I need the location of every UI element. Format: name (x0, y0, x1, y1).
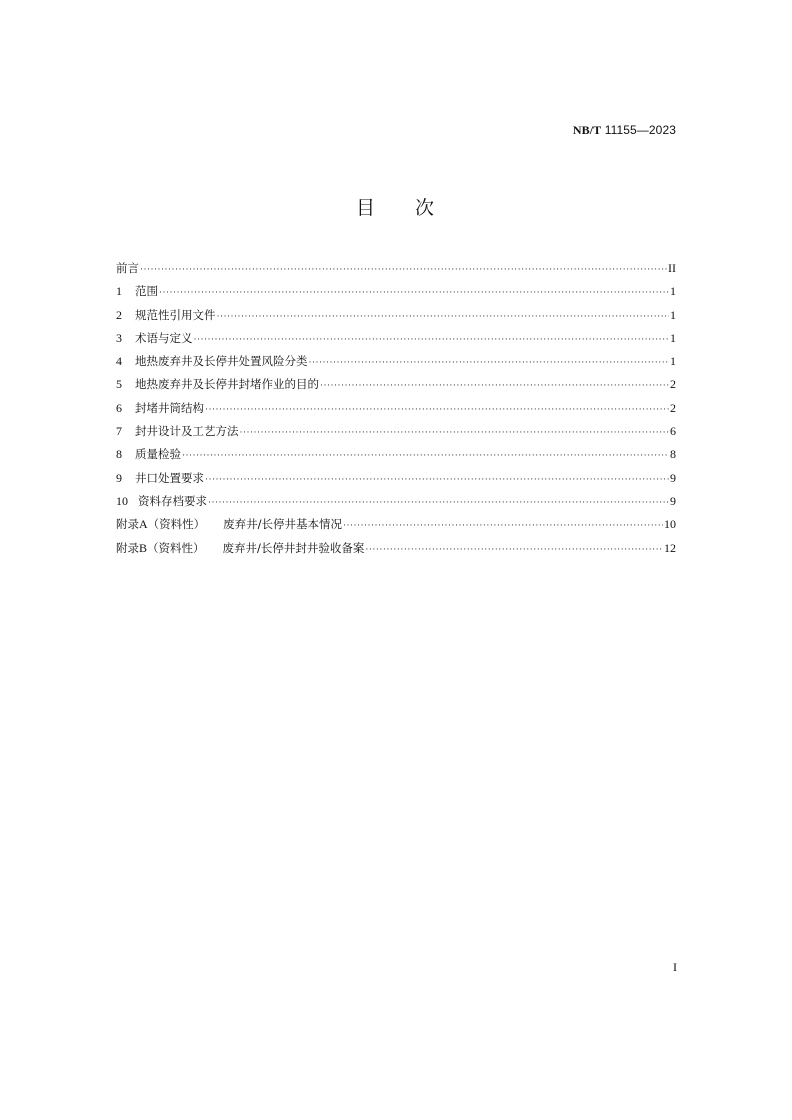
toc-entry-page: 6 (670, 424, 676, 439)
toc-entry-2[interactable] (116, 304, 676, 327)
toc-dot-leader (365, 538, 663, 561)
toc-entry-foreword[interactable] (116, 257, 676, 280)
toc-entry-label: 地热废弃井及长停井处置风险分类 (135, 354, 308, 369)
annex-letter: B (139, 540, 148, 555)
toc-dot-leader (159, 281, 669, 304)
toc-entry-6[interactable] (116, 397, 676, 420)
toc-entry-page: 2 (670, 377, 676, 392)
toc-entry-label: 废弃井/长停井基本情况 (223, 517, 343, 532)
toc-entry-page: 1 (670, 330, 676, 345)
toc-entry-page: 1 (670, 284, 676, 299)
toc-entry-4[interactable] (116, 350, 676, 373)
toc-entry-label: 井口处置要求 (135, 470, 204, 485)
page-title (0, 193, 792, 220)
toc-entry-3[interactable] (116, 327, 676, 350)
toc-annex-heading (116, 537, 364, 560)
standard-number: 11155—2023 (604, 123, 676, 137)
toc-dot-leader (205, 468, 669, 491)
page-number: I (673, 960, 677, 974)
toc-entry-page: 9 (670, 493, 676, 508)
document-header (573, 123, 676, 138)
title-char-1: 目 (355, 197, 377, 219)
title-char-2: 次 (415, 197, 437, 219)
toc-entry-label: 范围 (135, 284, 158, 299)
toc-entry-page: 10 (664, 517, 676, 532)
toc-dot-leader (320, 374, 669, 397)
toc-entry-number: 5 (116, 377, 122, 392)
toc-entry-page: 1 (670, 307, 676, 322)
toc-entry-number: 2 (116, 307, 122, 322)
toc-dot-leader (194, 328, 670, 351)
annex-type: （资料性） (147, 540, 205, 555)
table-of-contents (116, 257, 676, 560)
toc-entry-label: 资料存档要求 (138, 493, 207, 508)
standard-code: NB/T (572, 123, 602, 137)
toc-entry-page: 1 (670, 354, 676, 369)
toc-entry-annex-a[interactable] (116, 513, 676, 536)
toc-entry-label: 废弃井/长停井封井验收备案 (222, 540, 365, 555)
toc-entry-number: 8 (116, 447, 122, 462)
toc-entry-9[interactable] (116, 467, 676, 490)
toc-dot-leader (208, 491, 669, 514)
toc-entry-page: 12 (664, 540, 676, 555)
annex-letter: A (139, 517, 148, 532)
toc-entry-page: 2 (670, 400, 676, 415)
toc-annex-heading (116, 513, 342, 536)
toc-entry-page: 8 (670, 447, 676, 462)
toc-entry-label: 封井设计及工艺方法 (135, 424, 239, 439)
toc-dot-leader (182, 444, 669, 467)
toc-entry-label: 术语与定义 (135, 330, 193, 345)
toc-dot-leader (240, 421, 670, 444)
toc-entry-label: 地热废弃井及长停井封堵作业的目的 (135, 377, 319, 392)
toc-entry-number: 4 (116, 354, 122, 369)
toc-entry-7[interactable] (116, 420, 676, 443)
toc-dot-leader (140, 258, 667, 281)
toc-entry-label: 前言 (116, 261, 139, 275)
toc-entry-number: 6 (116, 400, 122, 415)
toc-entry-number: 7 (116, 424, 122, 439)
toc-entry-number: 10 (116, 493, 128, 508)
toc-entry-label: 封堵井筒结构 (135, 400, 204, 415)
toc-dot-leader (205, 398, 669, 421)
toc-entry-number: 3 (116, 330, 122, 345)
toc-dot-leader (343, 514, 663, 537)
toc-entry-annex-b[interactable] (116, 537, 676, 560)
toc-entry-10[interactable] (116, 490, 676, 513)
toc-entry-label: 质量检验 (135, 447, 181, 462)
annex-prefix: 附录 (116, 540, 139, 555)
toc-entry-page: 9 (670, 470, 676, 485)
annex-prefix: 附录 (116, 517, 139, 532)
annex-type: （资料性） (147, 517, 206, 532)
toc-dot-leader (217, 305, 670, 328)
toc-entry-page: II (668, 261, 676, 275)
toc-entry-label: 规范性引用文件 (135, 307, 216, 322)
toc-dot-leader (309, 351, 670, 374)
toc-entry-8[interactable] (116, 443, 676, 466)
toc-entry-number: 1 (116, 284, 122, 299)
toc-entry-5[interactable] (116, 373, 676, 396)
toc-entry-number: 9 (116, 470, 122, 485)
toc-entry-1[interactable] (116, 280, 676, 303)
